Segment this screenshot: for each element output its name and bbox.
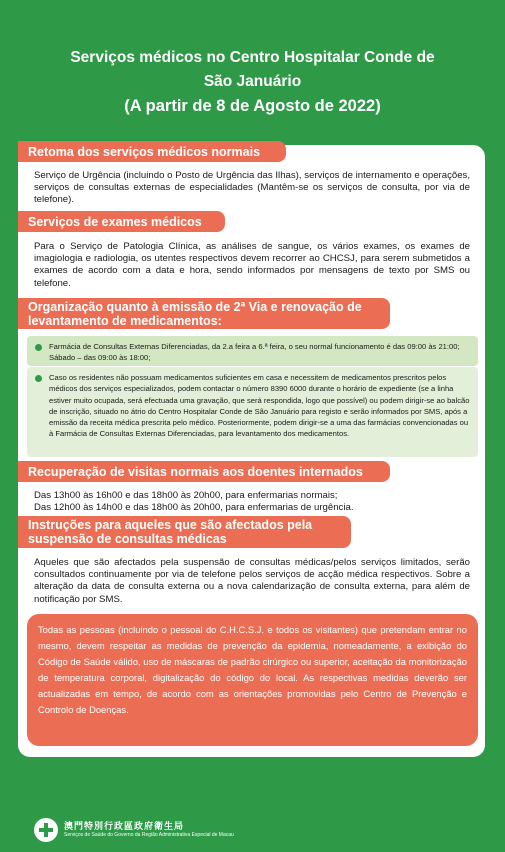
section-title-visits: Recuperação de visitas normais aos doentes internados (18, 461, 390, 482)
section-body-resumption: Serviço de Urgência (incluindo o Posto de Urgência das Ilhas), serviços de internamento e operações, serviços de consultas externas de especialidades (Mantêm-se os serviços de consulta, por via de telefone). (34, 170, 470, 206)
section-body-suspension: Aqueles que são afectados pela suspensão de consultas médicas/pelos serviços limitados, serão consultados continuamente por via de telefone pelos serviços de acção médica respectivos. Sobre a alteração da data de consulta externa ou a nova calendarização de consulta externa, para além de notificação por SMS. (34, 557, 470, 605)
prevention-notice: Todas as pessoas (incluindo o pessoal do C.H.C.S.J. e todos os visitantes) que pretendam entrar no mesmo, devem respeitar as medidas de prevenção da epidemia, nomeadamente, a exibição do Código de Saúde válido, uso de máscaras de padrão cirúrgico ou superior, aceitação da monitorização de temperatura corporal, digitalização do código do local. As respectivas medidas deverão ser actualizadas em tempo, de acordo com as orientações promovidas pelo Centro de Prevenção e Controlo de Doenças. (27, 614, 478, 746)
bullet-icon (35, 375, 42, 382)
section-body-exams: Para o Serviço de Patologia Clínica, as análises de sangue, os vários exames, os exames de imagiologia e radiologia, os utentes respectivos devem recorrer ao CHCSJ, para serem submetidos a exames de acordo com a data e hora, sendo informados por mensagens de texto por SMS ou telefone. (34, 241, 470, 289)
title-date: (A partir de 8 de Agosto de 2022) (124, 97, 381, 115)
bullet-icon (35, 344, 42, 351)
title-line-2: São Januário (203, 73, 302, 90)
visit-hours-normal: Das 13h00 às 16h00 e das 18h00 às 20h00, para enfermarias normais; (34, 490, 338, 501)
pharmacy-hours-note: Farmácia de Consultas Externas Diferenciadas, da 2.a feira a 6.ª feira, o seu normal funcionamento é das 09:00 às 21:00; Sábado – das 09:00 às 18:00; (27, 336, 478, 366)
health-cross-icon (34, 818, 58, 842)
section-title-suspension: Instruções para aqueles que são afectados pela suspensão de consultas médicas (18, 516, 351, 548)
poster-header (0, 46, 505, 118)
agency-name-pt: Serviços de Saúde do Governo da Região Administrativa Especial de Macau (64, 832, 234, 838)
agency-name-cn: 澳門特別行政區政府衛生局 (64, 821, 185, 831)
section-title-exams: Serviços de exames médicos (18, 211, 225, 232)
visit-hours-emergency: Das 12h00 às 14h00 e das 18h00 às 20h00, para enfermarias de urgência. (34, 502, 354, 513)
agency-name (64, 821, 234, 839)
section-title-resumption: Retoma dos serviços médicos normais (18, 141, 286, 162)
footer-logo (34, 815, 234, 845)
title-line-1: Serviços médicos no Centro Hospitalar Conde de (70, 49, 435, 66)
section-title-medication: Organização quanto à emissão de 2ª Via e renovação de levantamento de medicamentos: (18, 298, 390, 329)
medication-renewal-note: Caso os residentes não possuam medicamentos suficientes em casa e necessitem de medicamentos prescritos pelos médicos dos serviços especializados, podem contactar o número 8390 6000 durante o horário de expediente (se a linha estiver muito ocupada, será efectuada uma gravação, que será respondida, logo que possível) ou podem dirigir-se ao balcão de inscrição, situado no átrio do Centro Hospitalar Conde de São Januário para registo e serão informados por SMS, após a emissão da receita médica prescrita pelo médico. Posteriormente, podem dirigir-se a uma das farmácias convencionadas ou à Farmácia de Consultas Externas Diferenciadas, para levantamento dos medicamentos. (27, 367, 478, 457)
